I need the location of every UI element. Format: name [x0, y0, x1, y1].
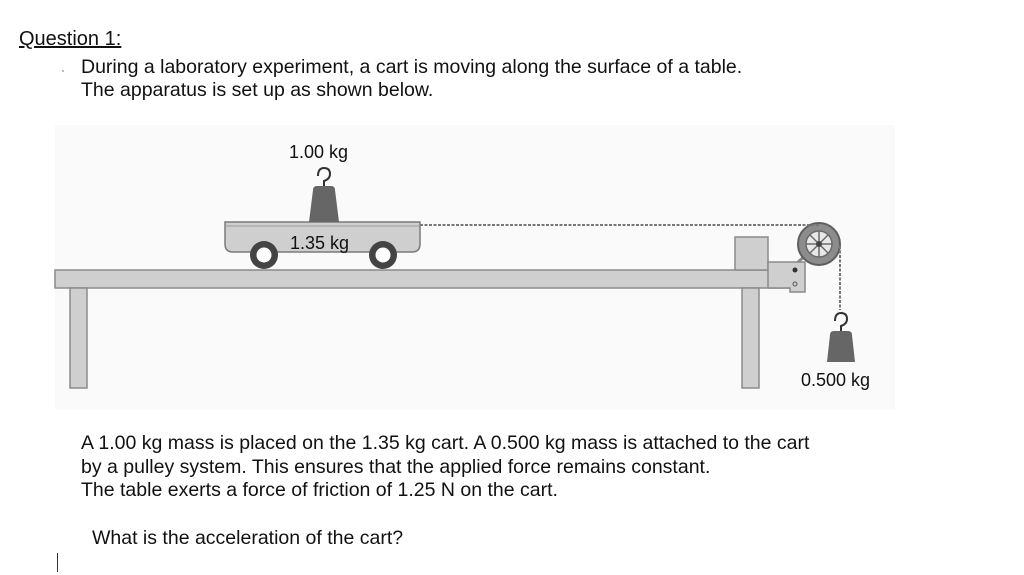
top-mass-label: 1.00 kg	[289, 142, 349, 162]
problem-line: The table exerts a force of friction of 1.25 N on the cart.	[81, 479, 558, 501]
problem-line: A 1.00 kg mass is placed on the 1.35 kg cart. A 0.500 kg mass is attached to the cart	[81, 432, 810, 454]
hanging-mass-body	[827, 331, 855, 362]
cart-mass-label: 1.35 kg	[290, 233, 350, 253]
table-leg-left	[70, 288, 87, 388]
clamp-screw	[793, 268, 798, 273]
problem-line: by a pulley system. This ensures that the applied force remains constant.	[81, 455, 711, 478]
intro-line: The apparatus is set up as shown below.	[81, 79, 434, 101]
text-cursor	[57, 553, 58, 572]
table-top	[55, 270, 790, 288]
intro-line: During a laboratory experiment, a cart is moving along the surface of a table.	[81, 56, 743, 78]
table-leg-right	[742, 288, 759, 388]
top-mass-body	[309, 186, 339, 222]
question-prompt: What is the acceleration of the cart?	[92, 527, 404, 549]
question-heading: Question 1:	[19, 28, 122, 50]
problem-paragraph	[81, 432, 809, 503]
pulley-wheel	[798, 223, 840, 265]
hanging-mass-label: 0.500 kg	[801, 370, 871, 390]
cart-wheel-right	[369, 241, 397, 269]
pulley-block	[735, 237, 768, 270]
cart-wheel-left	[250, 241, 278, 269]
pulley-clamp	[768, 262, 805, 292]
